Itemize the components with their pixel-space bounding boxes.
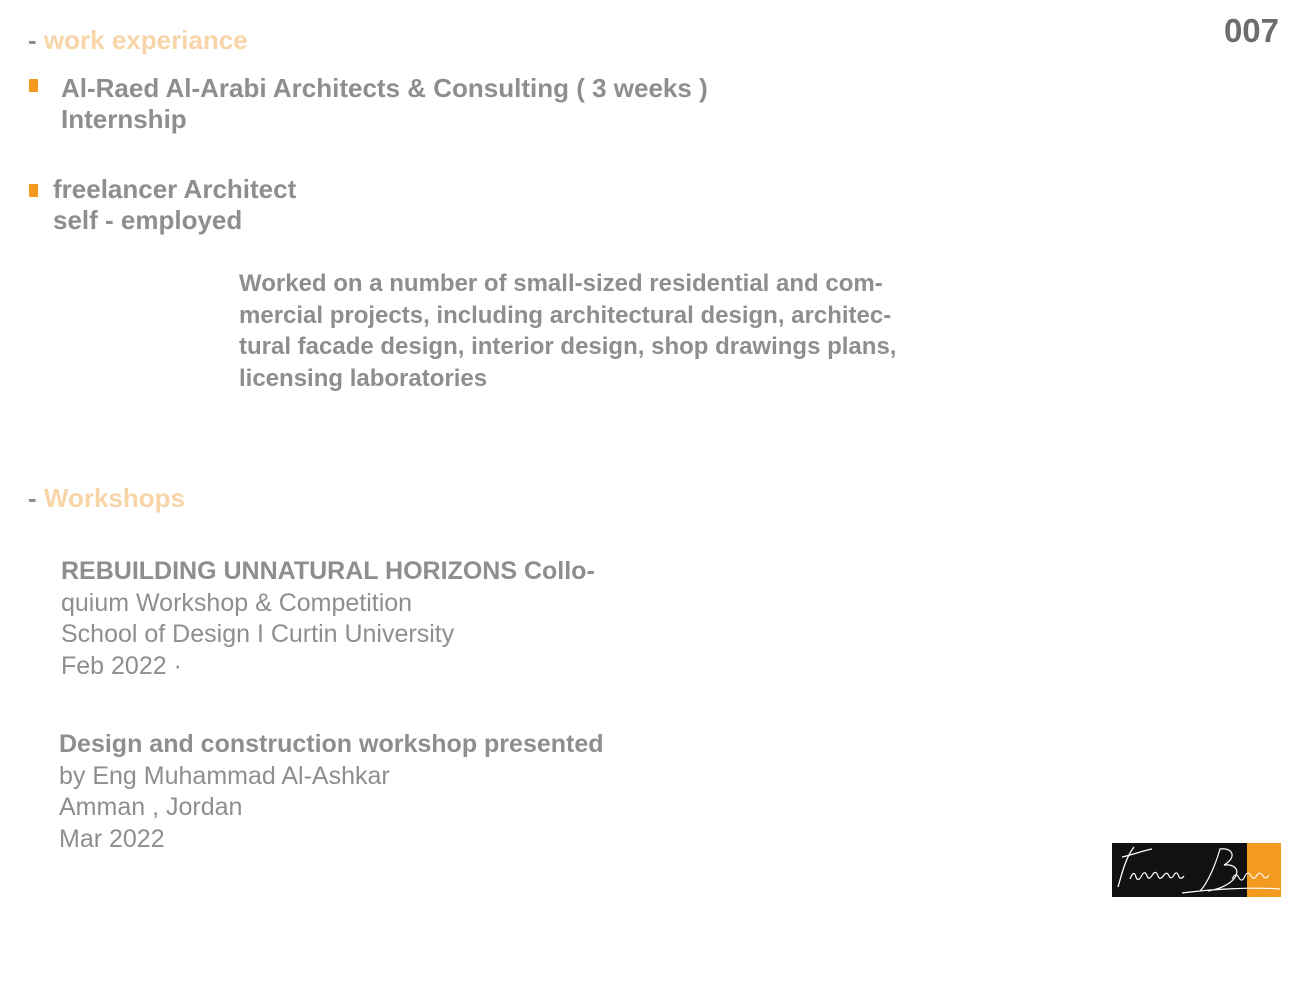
workshops-heading xyxy=(28,483,185,513)
signature-logo xyxy=(1112,843,1281,897)
signature-mark xyxy=(1112,843,1281,897)
job-role: self - employed xyxy=(53,205,243,235)
work-experience-heading xyxy=(28,25,248,55)
bullet-marker xyxy=(29,79,38,92)
workshop-item-rebuilding xyxy=(61,556,595,682)
heading-dash: - xyxy=(28,25,37,55)
workshop-line: Amman , Jordan xyxy=(59,793,243,821)
job-company: freelancer Architect xyxy=(53,174,297,204)
description-line: tural facade design, interior design, shop drawings plans, xyxy=(239,333,897,360)
job-role: Internship xyxy=(61,104,187,134)
heading-text: Workshops xyxy=(43,483,186,513)
workshop-date: Mar 2022 xyxy=(59,824,165,853)
job-item-freelancer xyxy=(53,174,296,236)
page-number: 007 xyxy=(1223,12,1279,49)
workshop-item-design-construction xyxy=(59,729,604,855)
job-description xyxy=(239,268,999,394)
job-item-internship xyxy=(61,73,708,135)
workshop-line: by Eng Muhammad Al-Ashkar xyxy=(59,761,390,790)
workshop-title: REBUILDING UNNATURAL HORIZONS Collo- xyxy=(61,557,595,585)
workshop-title: Design and construction workshop presented xyxy=(59,730,604,758)
heading-dash: - xyxy=(28,483,37,513)
workshop-line: School of Design I Curtin University xyxy=(61,620,455,648)
workshop-date: Feb 2022 · xyxy=(61,651,182,680)
bullet-marker xyxy=(29,184,38,197)
heading-text: work experiance xyxy=(43,25,248,55)
description-line: mercial projects, including architectural design, architec- xyxy=(239,301,892,329)
description-line: licensing laboratories xyxy=(239,364,488,392)
description-line: Worked on a number of small-sized residential and com- xyxy=(239,270,883,297)
job-company: Al-Raed Al-Arabi Architects & Consulting ( 3 weeks ) xyxy=(61,73,708,103)
workshop-line: quium Workshop & Competition xyxy=(61,588,413,617)
